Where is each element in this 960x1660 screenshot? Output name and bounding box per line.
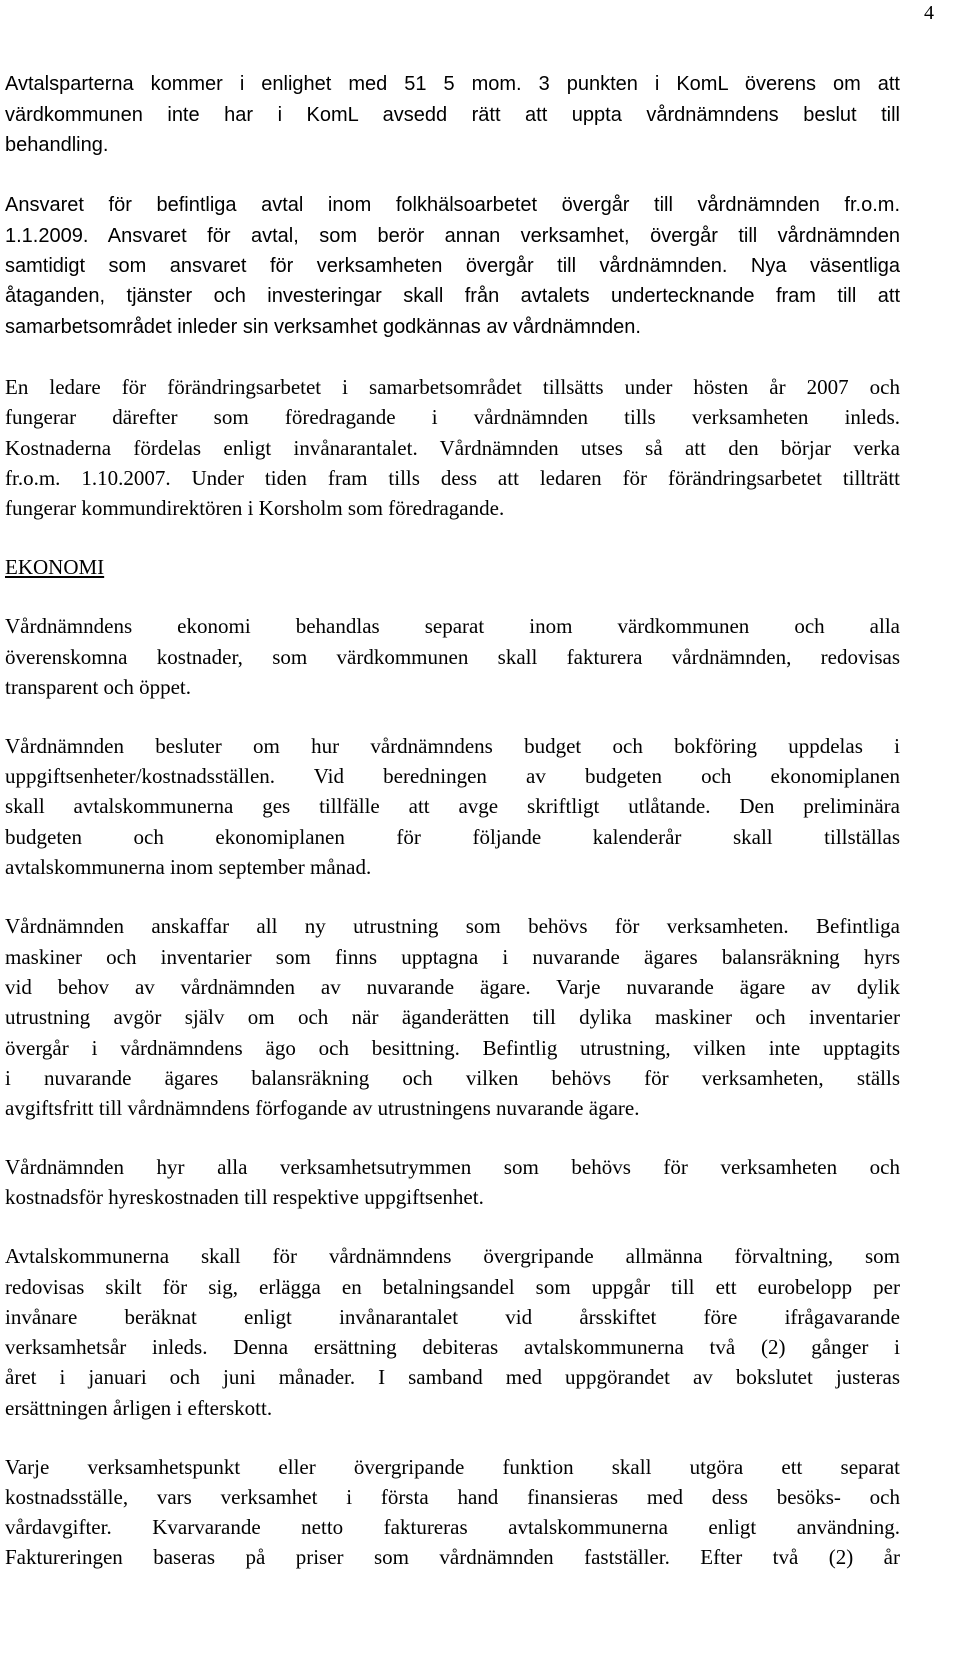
text-line: året i januari och juni månader. I samband med uppgörandet av bokslutet justeras xyxy=(5,1365,900,1389)
text-line: budgeten och ekonomiplanen för följande kalenderår skall tillställas xyxy=(5,825,900,849)
text-line: Avtalsparterna kommer i enlighet med 51 5 mom. 3 punkten i KomL överens om att xyxy=(5,73,900,95)
text-line: kostnadsför hyreskostnaden till respektive uppgiftsenhet. xyxy=(5,1185,484,1209)
text-line: Ansvaret för befintliga avtal inom folkhälsoarbetet övergår till vårdnämnden fr.o.m. xyxy=(5,194,900,216)
section-heading: EKONOMI xyxy=(5,555,105,579)
text-line: Varje verksamhetspunkt eller övergripande funktion skall utgöra ett separat xyxy=(5,1455,900,1479)
text-line: kostnadsställe, vars verksamhet i första hand finansieras med dess besöks- och xyxy=(5,1485,900,1509)
text-line: ersättningen årligen i efterskott. xyxy=(5,1396,273,1420)
text-line: 1.1.2009. Ansvaret för avtal, som berör annan verksamhet, övergår till vårdnämnden xyxy=(5,225,900,247)
text-line: fungerar kommundirektören i Korsholm som föredragande. xyxy=(5,496,505,520)
text-line: Vårdnämnden anskaffar all ny utrustning som behövs för verksamheten. Befintliga xyxy=(5,914,900,938)
text-line: avtalskommunerna inom september månad. xyxy=(5,855,372,879)
text-line: övergår i vårdnämndens ägo och besittning. Befintlig utrustning, vilken inte upptagits xyxy=(5,1036,900,1060)
text-line: i nuvarande ägares balansräkning och vilken behövs för verksamheten, ställs xyxy=(5,1066,900,1090)
text-line: behandling. xyxy=(5,134,109,156)
text-line: redovisas skilt för sig, erlägga en betalningsandel som uppgår till ett eurobelopp per xyxy=(5,1275,900,1299)
text-line: värdkommunen inte har i KomL avsedd rätt att uppta vårdnämndens beslut till xyxy=(5,104,900,126)
text-line: Vårdnämnden hyr alla verksamhetsutrymmen som behövs för verksamheten och xyxy=(5,1155,900,1179)
text-line: Avtalskommunerna skall för vårdnämndens övergripande allmänna förvaltning, som xyxy=(5,1244,900,1268)
text-line: En ledare för förändringsarbetet i samarbetsområdet tillsätts under hösten år 2007 och xyxy=(5,375,900,399)
text-line: utrustning avgör själv om och när äganderätten till dylika maskiner och inventarier xyxy=(5,1005,900,1029)
text-line: fr.o.m. 1.10.2007. Under tiden fram tills dess att ledaren för förändringsarbetet tillträtt xyxy=(5,466,900,490)
text-line: samtidigt som ansvaret för verksamheten övergår till vårdnämnden. Nya väsentliga xyxy=(5,255,900,277)
text-line: avgiftsfritt till vårdnämndens förfogande av utrustningens nuvarande ägare. xyxy=(5,1096,640,1120)
text-line: överenskomna kostnader, som värdkommunen skall fakturera vårdnämnden, redovisas xyxy=(5,645,900,669)
text-line: vid behov av vårdnämnden av nuvarande ägare. Varje nuvarande ägare av dylik xyxy=(5,975,900,999)
text-line: uppgiftsenheter/kostnadsställen. Vid beredningen av budgeten och ekonomiplanen xyxy=(5,764,900,788)
text-line: Vårdnämnden besluter om hur vårdnämndens budget och bokföring uppdelas i xyxy=(5,734,900,758)
text-line: maskiner och inventarier som finns upptagna i nuvarande ägares balansräkning hyrs xyxy=(5,945,900,969)
text-line: Kostnaderna fördelas enligt invånarantalet. Vårdnämnden utses så att den börjar verka xyxy=(5,436,900,460)
text-line: fungerar därefter som föredragande i vårdnämnden tills verksamheten inleds. xyxy=(5,405,900,429)
text-line: Vårdnämndens ekonomi behandlas separat inom värdkommunen och alla xyxy=(5,614,900,638)
text-line: skall avtalskommunerna ges tillfälle att avge skriftligt utlåtande. Den preliminära xyxy=(5,794,900,818)
text-line: Faktureringen baseras på priser som vårdnämnden fastställer. Efter två (2) år xyxy=(5,1545,900,1569)
text-line: invånare beräknat enligt invånarantalet vid årsskiftet före ifrågavarande xyxy=(5,1305,900,1329)
text-line: åtaganden, tjänster och investeringar skall från avtalets undertecknande fram till att xyxy=(5,285,900,307)
page-number: 4 xyxy=(924,2,934,24)
text-line: vårdavgifter. Kvarvarande netto faktureras avtalskommunerna enligt användning. xyxy=(5,1515,900,1539)
text-line: verksamhetsår inleds. Denna ersättning debiteras avtalskommunerna två (2) gånger i xyxy=(5,1335,900,1359)
text-line: transparent och öppet. xyxy=(5,675,192,699)
text-line: samarbetsområdet inleder sin verksamhet godkännas av vårdnämnden. xyxy=(5,316,641,338)
